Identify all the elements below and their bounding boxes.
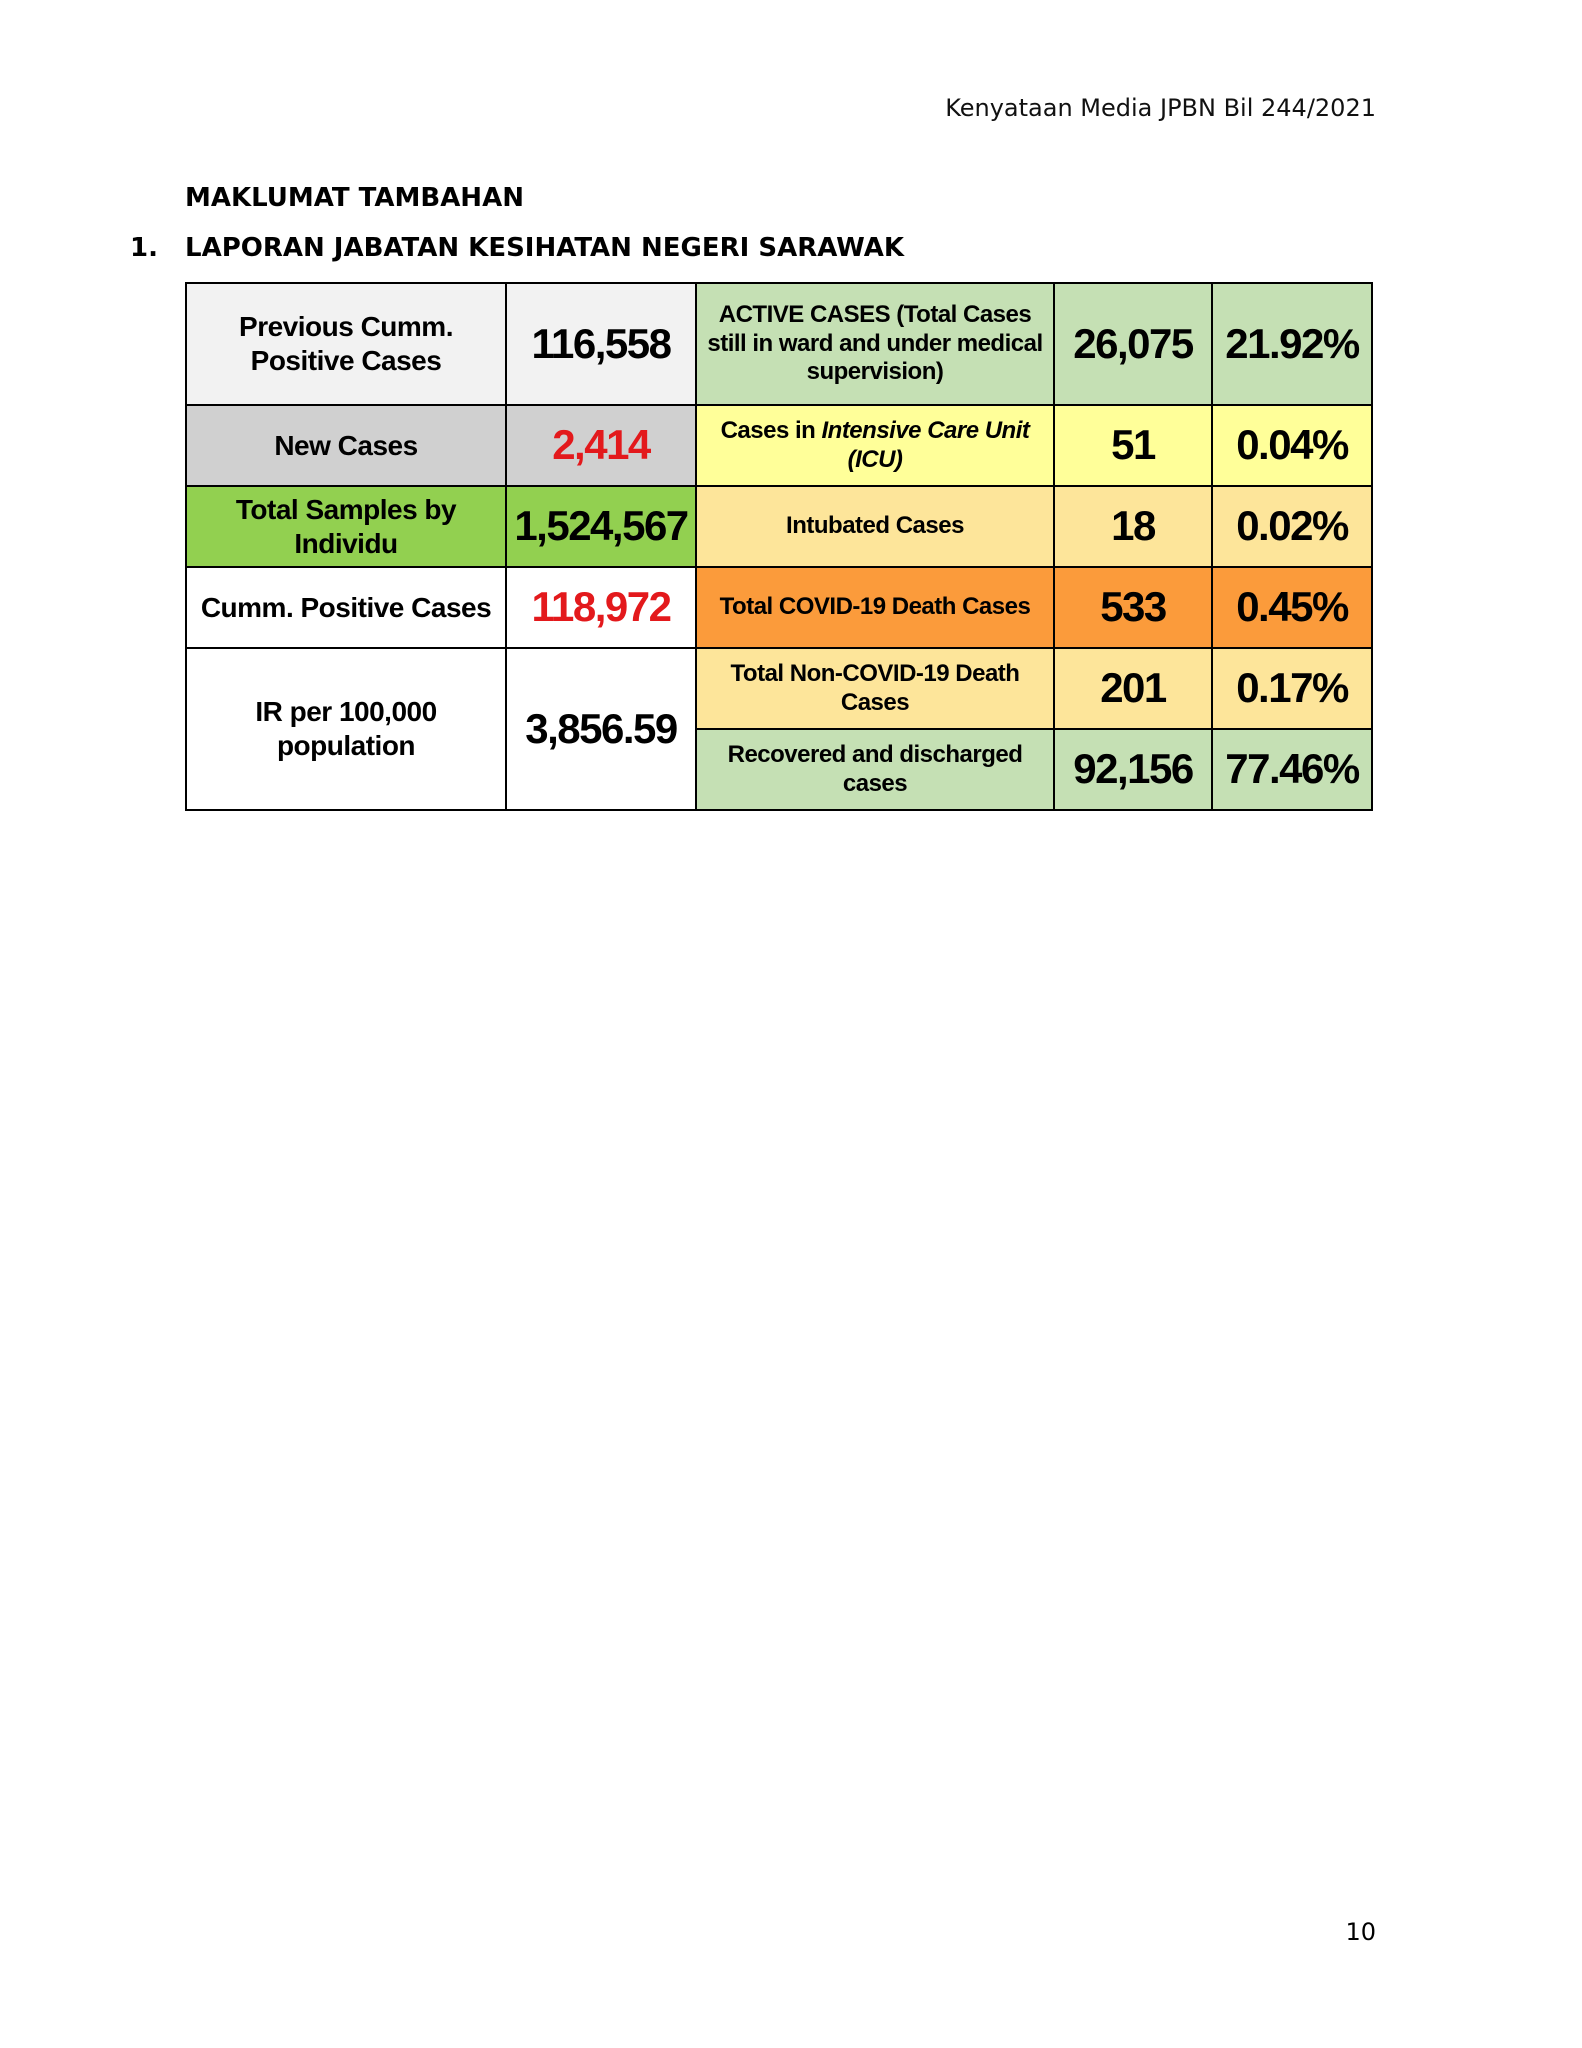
icu-label-italic: Intensive Care Unit (ICU) bbox=[821, 416, 1030, 473]
covid-death-value: 533 bbox=[1054, 567, 1212, 648]
active-cases-percent: 21.92% bbox=[1212, 283, 1372, 405]
table-row bbox=[186, 567, 1372, 648]
covid-death-percent: 0.45% bbox=[1212, 567, 1372, 648]
table-row bbox=[186, 283, 1372, 405]
report-heading bbox=[130, 233, 904, 263]
intubated-cases-percent: 0.02% bbox=[1212, 486, 1372, 567]
intubated-cases-label: Intubated Cases bbox=[696, 486, 1054, 567]
previous-cumm-positive-value: 116,558 bbox=[506, 283, 696, 405]
total-samples-value: 1,524,567 bbox=[506, 486, 696, 567]
total-samples-label: Total Samples by Individu bbox=[186, 486, 506, 567]
new-cases-value: 2,414 bbox=[506, 405, 696, 486]
icu-cases-percent: 0.04% bbox=[1212, 405, 1372, 486]
cumm-positive-value: 118,972 bbox=[506, 567, 696, 648]
heading-text: LAPORAN JABATAN KESIHATAN NEGERI SARAWAK bbox=[185, 233, 904, 263]
icu-cases-value: 51 bbox=[1054, 405, 1212, 486]
icu-label-prefix: Cases in bbox=[720, 416, 822, 444]
active-cases-value: 26,075 bbox=[1054, 283, 1212, 405]
active-cases-label: ACTIVE CASES (Total Cases still in ward and under medical supervision) bbox=[696, 283, 1054, 405]
cumm-positive-label: Cumm. Positive Cases bbox=[186, 567, 506, 648]
table-row bbox=[186, 486, 1372, 567]
ir-per-100000-label: IR per 100,000 population bbox=[186, 648, 506, 810]
table-row bbox=[186, 405, 1372, 486]
non-covid-death-percent: 0.17% bbox=[1212, 648, 1372, 729]
recovered-percent: 77.46% bbox=[1212, 729, 1372, 810]
recovered-label: Recovered and discharged cases bbox=[696, 729, 1054, 810]
new-cases-label: New Cases bbox=[186, 405, 506, 486]
icu-cases-label bbox=[696, 405, 1054, 486]
ir-per-100000-value: 3,856.59 bbox=[506, 648, 696, 810]
recovered-value: 92,156 bbox=[1054, 729, 1212, 810]
sarawak-covid-stats-table bbox=[185, 282, 1373, 811]
non-covid-death-value: 201 bbox=[1054, 648, 1212, 729]
non-covid-death-label: Total Non-COVID-19 Death Cases bbox=[696, 648, 1054, 729]
media-statement-reference: Kenyataan Media JPBN Bil 244/2021 bbox=[945, 94, 1376, 122]
table-row bbox=[186, 648, 1372, 729]
page-number: 10 bbox=[1345, 1918, 1376, 1946]
heading-number: 1. bbox=[130, 233, 158, 263]
section-title: MAKLUMAT TAMBAHAN bbox=[185, 183, 524, 213]
covid-death-label: Total COVID-19 Death Cases bbox=[696, 567, 1054, 648]
previous-cumm-positive-label: Previous Cumm. Positive Cases bbox=[186, 283, 506, 405]
intubated-cases-value: 18 bbox=[1054, 486, 1212, 567]
